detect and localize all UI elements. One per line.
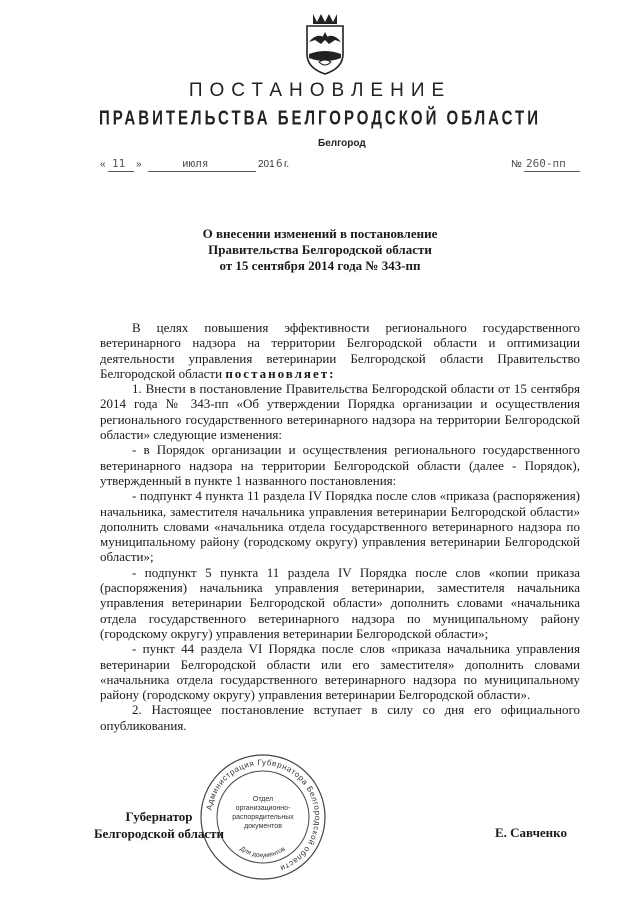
resolution-keyword: постановляет:: [225, 365, 336, 381]
date-quote-open: «: [100, 159, 106, 170]
body-paragraph-7: 2. Настоящее постановление вступает в силу со дня его официального опубликования.: [100, 702, 580, 733]
document-title: [0, 226, 640, 274]
date-day: 11: [112, 157, 126, 170]
document-type-heading: ПОСТАНОВЛЕНИЕ: [188, 80, 452, 101]
body-paragraph-4: - подпункт 4 пункта 11 раздела IV Порядка после слов «приказа (распоряжения) начальника, заместителя начальника управления ветеринарии Белгородской области» дополнить словами «начальника отдела государственного ветеринарного надзора по муниципальному району (городскому округу) управления ветеринарии Белгородской области»;: [100, 488, 580, 565]
body-paragraph-3: - в Порядок организации и осуществления регионального государственного ветеринарного надзора на территории Белгородской области (далее - Порядок), утвержденный в пункте 1 названного постановления:: [100, 442, 580, 488]
title-line-1: О внесении изменений в постановление: [202, 226, 438, 241]
title-line-2: Правительства Белгородской области: [208, 242, 432, 257]
body-paragraph-6: - пункт 44 раздела VI Порядка после слов «приказа начальника управления ветеринарии Белгородской области или его заместителя» дополнить словами «начальника отдела государственного ветеринарного надзора по муниципальному району (городскому округу) управления ветеринарии Белгородской области».: [100, 641, 580, 703]
city-label: Белгород: [318, 138, 366, 149]
title-line-3: от 15 сентября 2014 года № 343-пп: [219, 258, 421, 273]
document-body: [100, 320, 580, 733]
svg-text:Для документов: [239, 845, 287, 859]
number-prefix: №: [511, 159, 522, 170]
body-paragraph-1: В целях повышения эффективности регионального государственного ветеринарного надзора на территории Белгородской области и оптимизации деятельности управления ветеринарии Белгородской области Правительство Белгородской области постановляет:: [100, 320, 580, 381]
coat-of-arms-emblem: [295, 8, 355, 78]
date-year-suffix: г.: [284, 159, 290, 170]
signatory-position-line-2: Белгородской области: [93, 826, 225, 841]
date-year-digit: 6: [276, 157, 283, 170]
signatory-position-line-1: Губернатор: [125, 809, 193, 824]
stamp-ring-text: Администрация Губернатора Белгородской области: [204, 757, 323, 873]
issuer-heading: ПРАВИТЕЛЬСТВА БЕЛГОРОДСКОЙ ОБЛАСТИ: [98, 107, 542, 130]
body-paragraph-5: - подпункт 5 пункта 11 раздела IV Порядка после слов «копии приказа (распоряжения) начальника управления ветеринарии, заместителя начальника управления ветеринарии Белгородской области» дополнить словами «начальника отдела государственного ветеринарного надзора по муниципальному району (городскому округу) управления ветеринарии Белгородской области»;: [100, 564, 580, 641]
date-month: июля: [182, 157, 209, 170]
date-number-line: [100, 157, 620, 177]
signatory-position: [84, 808, 234, 842]
date-quote-close: »: [136, 159, 142, 170]
stamp-bottom-text: Для документов: [238, 845, 287, 860]
signatory-name: Е. Савченко: [495, 825, 567, 840]
document-number: 260-пп: [526, 157, 566, 170]
date-year-prefix: 201: [258, 159, 275, 170]
body-paragraph-2: 1. Внести в постановление Правительства Белгородской области от 15 сентября 2014 года № 343-пп «Об утверждении Порядка организации и осуществления регионального государственного ветеринарного надзора на территории Белгородской области» следующие изменения:: [100, 381, 580, 443]
stamp-center-text: Отдел организационно- распорядительных документов: [232, 796, 294, 830]
